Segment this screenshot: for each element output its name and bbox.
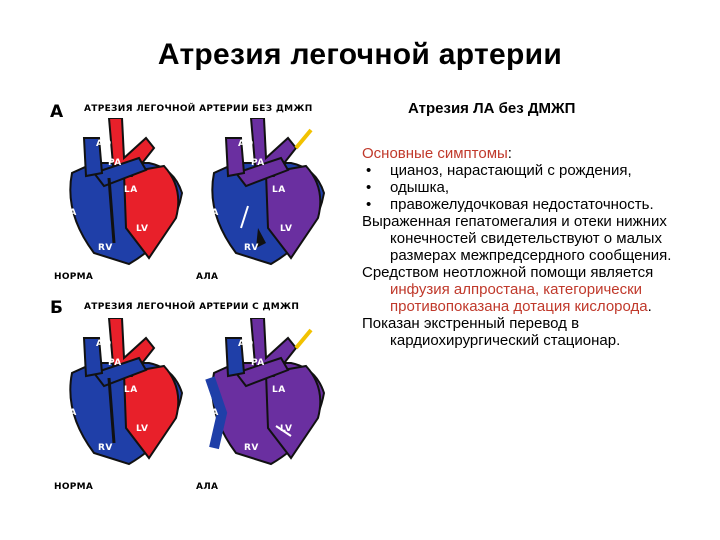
symptom-item: [362, 179, 692, 196]
label-ra-b1: RA: [62, 408, 77, 418]
symptom-item: [362, 162, 692, 179]
symptoms-heading: Основные симптомы: [362, 145, 508, 162]
label-pa-b2: PA: [251, 358, 265, 368]
panel-a-caption: АТРЕЗИЯ ЛЕГОЧНОЙ АРТЕРИИ БЕЗ ДМЖП: [84, 104, 313, 114]
bullet-icon: •: [366, 162, 372, 179]
symptom-item: [362, 196, 692, 213]
label-ra-a2: RA: [204, 208, 219, 218]
symptoms-colon: :: [507, 145, 512, 162]
heart-normal-b: [54, 318, 192, 466]
label-la-a2: LA: [272, 185, 286, 195]
symptom-text: одышка,: [390, 179, 449, 196]
label-ra-b2: RA: [204, 408, 219, 418]
symptom-text: правожелудочковая недостаточность.: [390, 196, 654, 213]
heart-normal-a: [54, 118, 192, 266]
panel-b-letter: Б: [50, 298, 63, 318]
symptoms-heading-line: [362, 145, 692, 162]
label-lv-b2: LV: [280, 424, 293, 434]
label-ala-b: АЛА: [196, 482, 219, 492]
label-ao-a2: AO: [238, 139, 254, 149]
label-rv-a2: RV: [244, 243, 259, 253]
label-la-b1: LA: [124, 385, 138, 395]
label-ao-a1: AO: [96, 139, 112, 149]
heart-diagrams-figure: [48, 98, 338, 496]
heart-ala-a: [196, 118, 334, 266]
label-ala-a: АЛА: [196, 272, 219, 282]
emergency-end: .: [647, 298, 652, 315]
panel-a-letter: А: [50, 102, 64, 122]
label-pa-b1: PA: [108, 358, 122, 368]
content-text: [362, 145, 692, 349]
label-lv-a2: LV: [280, 224, 293, 234]
bullet-icon: •: [366, 179, 372, 196]
label-normal-b: НОРМА: [54, 482, 94, 492]
content-subtitle: Атрезия ЛА без ДМЖП: [408, 100, 576, 117]
label-normal-a: НОРМА: [54, 272, 94, 282]
slide-title: Атрезия легочной артерии: [157, 38, 563, 71]
label-ao-b2: AO: [238, 339, 254, 349]
label-rv-b2: RV: [244, 443, 259, 453]
label-la-a1: LA: [124, 185, 138, 195]
symptom-text: цианоз, нарастающий с рождения,: [390, 162, 632, 179]
emergency-text: Средством неотложной помощи является: [362, 264, 654, 281]
label-pa-a2: PA: [251, 158, 265, 168]
label-lv-b1: LV: [136, 424, 149, 434]
bullet-icon: •: [366, 196, 372, 213]
label-ra-a1: RA: [62, 208, 77, 218]
label-ao-b1: AO: [96, 339, 112, 349]
label-la-b2: LA: [272, 385, 286, 395]
paragraph-hepatomegaly: Выраженная гепатомегалия и отеки нижних конечностей свидетельствуют о малых размерах межпредсердного сообщения.: [362, 213, 672, 264]
label-lv-a1: LV: [136, 224, 149, 234]
emergency-accent-text: инфузия алпростана, категорически противопоказана дотация кислорода: [390, 281, 648, 315]
heart-ala-b: [196, 318, 334, 466]
label-rv-b1: RV: [98, 443, 113, 453]
label-rv-a1: RV: [98, 243, 113, 253]
panel-b-caption: АТРЕЗИЯ ЛЕГОЧНОЙ АРТЕРИИ С ДМЖП: [84, 302, 300, 312]
paragraph-transfer: Показан экстренный перевод в кардиохирургический стационар.: [362, 315, 621, 349]
label-pa-a1: PA: [108, 158, 122, 168]
paragraph-emergency: [362, 264, 692, 315]
